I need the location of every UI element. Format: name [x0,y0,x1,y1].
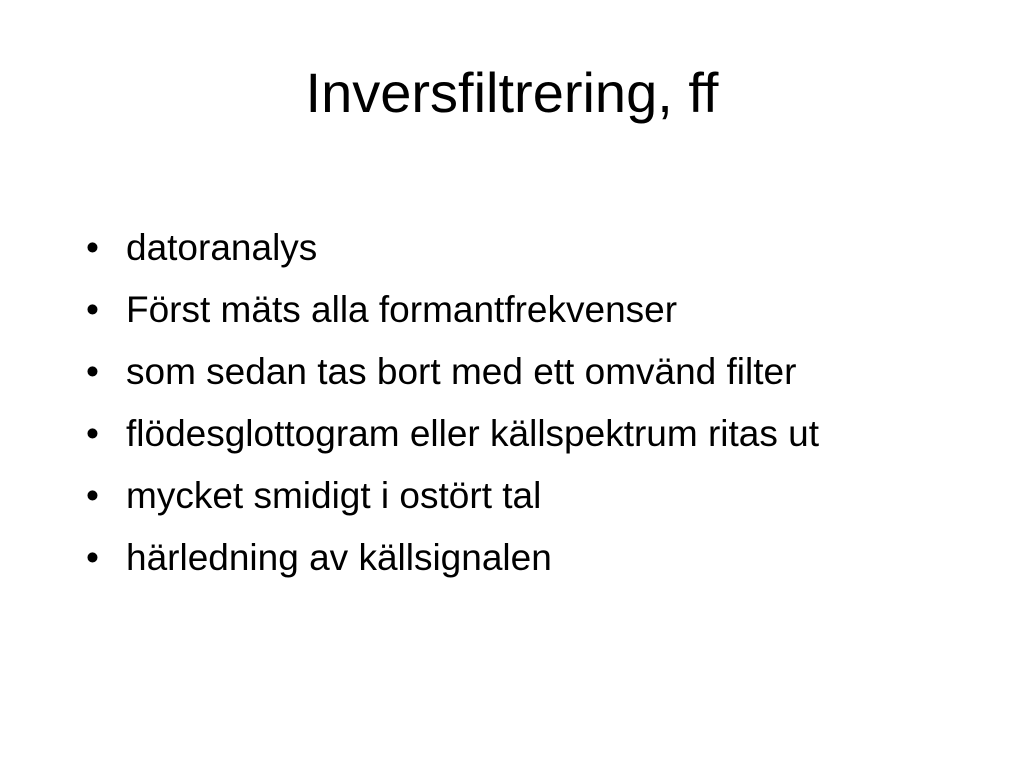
bullet-text: flödesglottogram eller källspektrum ritas ut [126,413,820,454]
bullet-item [82,408,962,459]
bullet-marker: • [86,351,99,392]
bullet-text: datoranalys [126,227,318,268]
bullet-list [82,222,962,594]
bullet-marker: • [86,289,99,330]
bullet-text: mycket smidigt i ostört tal [126,475,542,516]
bullet-text: Först mäts alla formantfrekvenser [126,289,678,330]
bullet-text: som sedan tas bort med ett omvänd filter [126,351,797,392]
bullet-marker: • [86,227,99,268]
bullet-marker: • [86,413,99,454]
bullet-marker: • [86,537,99,578]
bullet-item [82,532,962,583]
bullet-item [82,284,962,335]
bullet-item [82,222,962,273]
bullet-marker: • [86,475,99,516]
bullet-item [82,346,962,397]
bullet-text: härledning av källsignalen [126,537,552,578]
slide-title: Inversfiltrering, ff [305,61,719,124]
bullet-item [82,470,962,521]
